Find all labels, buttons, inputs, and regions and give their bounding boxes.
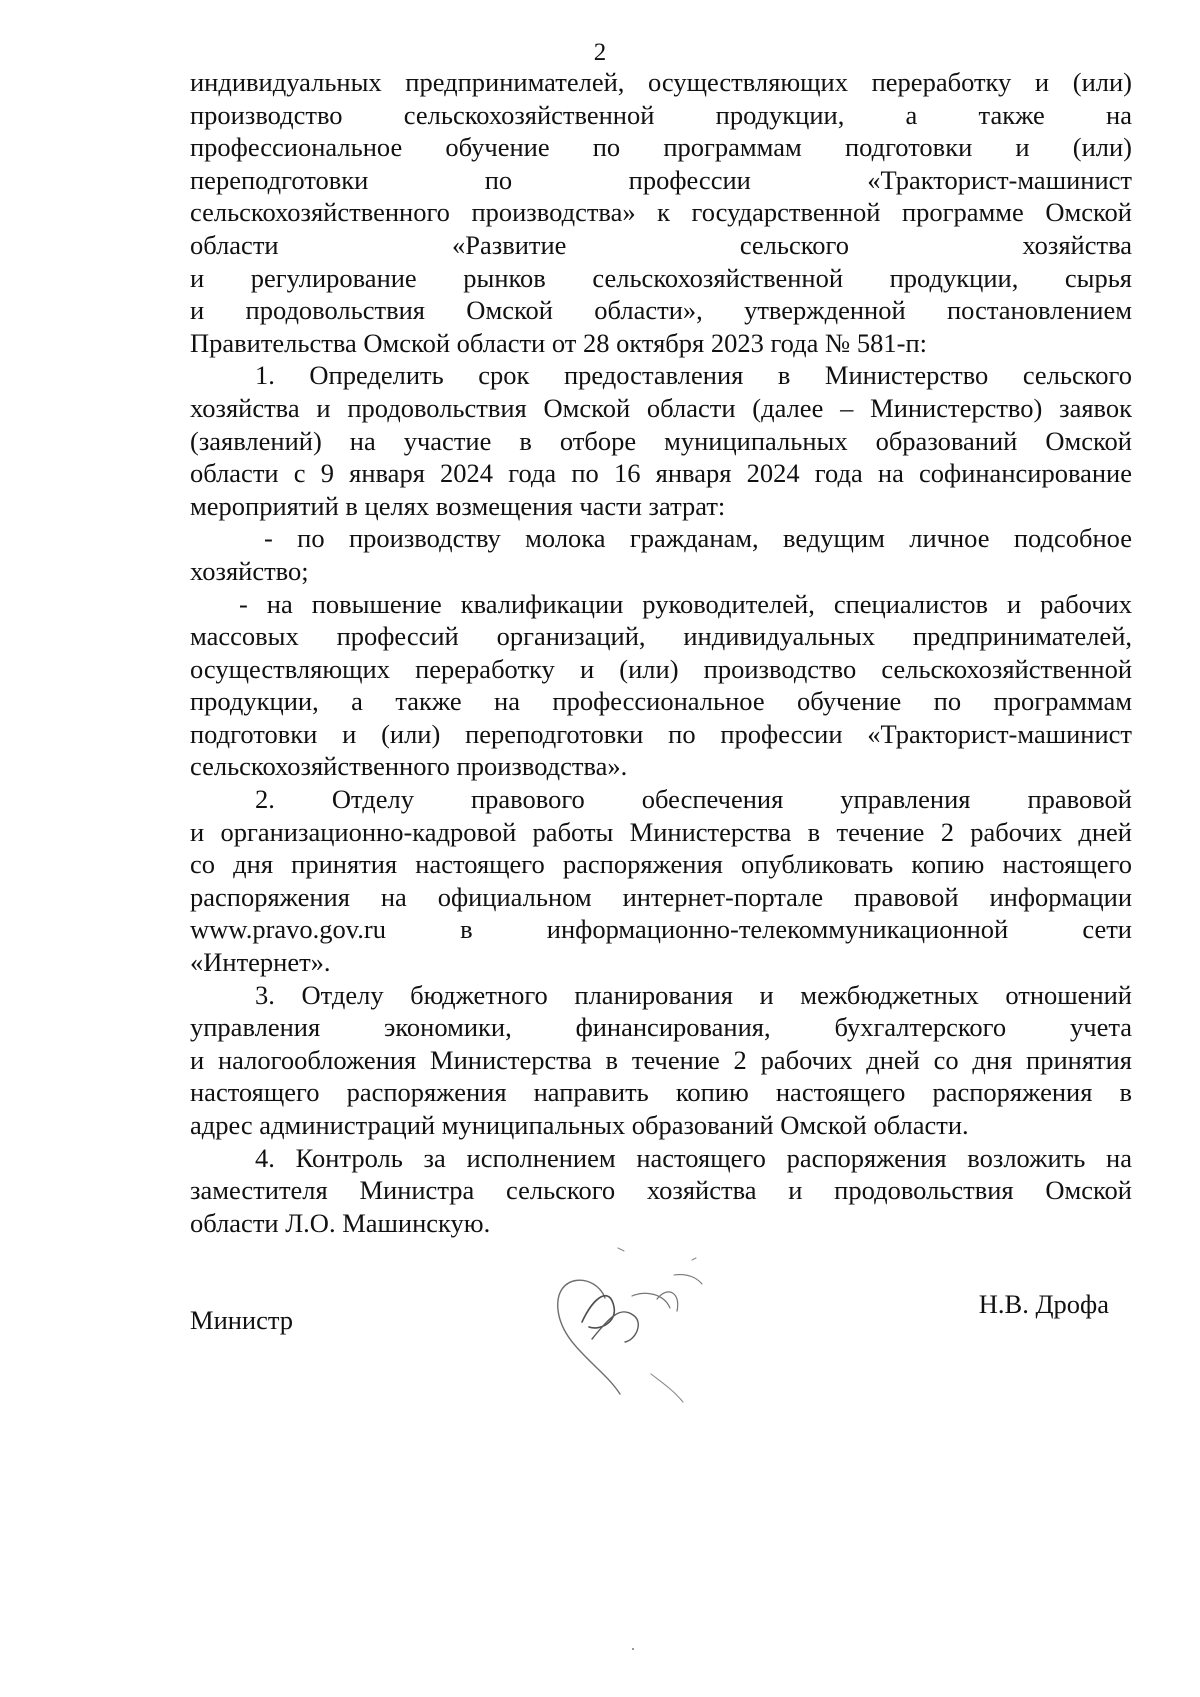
text-line: www.pravo.gov.ru в информационно-телекоммуникационной сети <box>190 914 1132 945</box>
text-line: управления экономики, финансирования, бухгалтерского учета <box>190 1012 1132 1043</box>
page-number: 2 <box>593 39 607 66</box>
text-line: продукции, а также на профессиональное обучение по программам <box>190 686 1132 717</box>
list-item-first-line: - по производству молока гражданам, ведущим личное подсобное <box>264 523 1132 554</box>
text-line: со дня принятия настоящего распоряжения опубликовать копию настоящего <box>190 849 1132 880</box>
text-line: подготовки и (или) переподготовки по профессии «Тракторист-машинист <box>190 718 1132 749</box>
text-line: сельскохозяйственного производства» к государственной программе Омской <box>190 197 1132 228</box>
text-line: заместителя Министра сельского хозяйства и продовольствия Омской <box>190 1175 1132 1206</box>
text-line: хозяйства и продовольствия Омской области (далее – Министерство) заявок <box>190 392 1132 423</box>
text-line: индивидуальных предпринимателей, осуществляющих переработку и (или) <box>190 67 1132 97</box>
text-line: и продовольствия Омской области», утвержденной постановлением <box>190 295 1132 326</box>
text-line: осуществляющих переработку и (или) производство сельскохозяйственной <box>190 653 1132 684</box>
handwritten-signature <box>538 1238 718 1408</box>
text-line: области «Развитие сельского хозяйства <box>190 229 1132 260</box>
text-line: и налогообложения Министерства в течение 2 рабочих дней со дня принятия <box>190 1044 1132 1075</box>
paragraph-3-first-line: 3. Отделу бюджетного планирования и межбюджетных отношений <box>255 979 1132 1010</box>
text-line: переподготовки по профессии «Тракторист-машинист <box>190 164 1132 195</box>
text-line: хозяйство; <box>190 555 309 586</box>
text-line: области с 9 января 2024 года по 16 января 2024 года на софинансирование <box>190 458 1132 489</box>
text-line: сельскохозяйственного производства». <box>190 751 628 782</box>
paragraph-2-first-line: 2. Отделу правового обеспечения управления правовой <box>255 784 1132 815</box>
text-line: адрес администраций муниципальных образований Омской области. <box>190 1110 969 1140</box>
text-line: мероприятий в целях возмещения части затрат: <box>190 490 726 521</box>
text-line: и регулирование рынков сельскохозяйственной продукции, сырья <box>190 262 1132 293</box>
text-line: «Интернет». <box>190 947 331 978</box>
text-line: области Л.О. Машинскую. <box>190 1207 491 1238</box>
signer-name: Н.В. Дрофа <box>978 1289 1109 1319</box>
document-body <box>190 66 1132 1239</box>
text-line: профессиональное обучение по программам подготовки и (или) <box>190 132 1132 163</box>
paragraph-1-first-line: 1. Определить срок предоставления в Министерство сельского <box>255 360 1132 391</box>
text-line: распоряжения на официальном интернет-портале правовой информации <box>190 881 1132 912</box>
scan-artifact <box>632 1648 634 1650</box>
text-line: и организационно-кадровой работы Министерства в течение 2 рабочих дней <box>190 816 1132 847</box>
text-line: Правительства Омской области от 28 октября 2023 года № 581-п: <box>190 327 928 358</box>
text-line: производство сельскохозяйственной продукции, а также на <box>190 99 1132 130</box>
signature-block <box>190 1268 1132 1418</box>
text-line: массовых профессий организаций, индивидуальных предпринимателей, <box>190 621 1132 652</box>
text-line: настоящего распоряжения направить копию настоящего распоряжения в <box>190 1077 1132 1108</box>
text-line: (заявлений) на участие в отборе муниципальных образований Омской <box>190 425 1132 456</box>
list-item-first-line: - на повышение квалификации руководителей, специалистов и рабочих <box>239 588 1132 619</box>
paragraph-4-first-line: 4. Контроль за исполнением настоящего распоряжения возложить на <box>255 1142 1132 1173</box>
signer-title: Министр <box>190 1305 294 1335</box>
